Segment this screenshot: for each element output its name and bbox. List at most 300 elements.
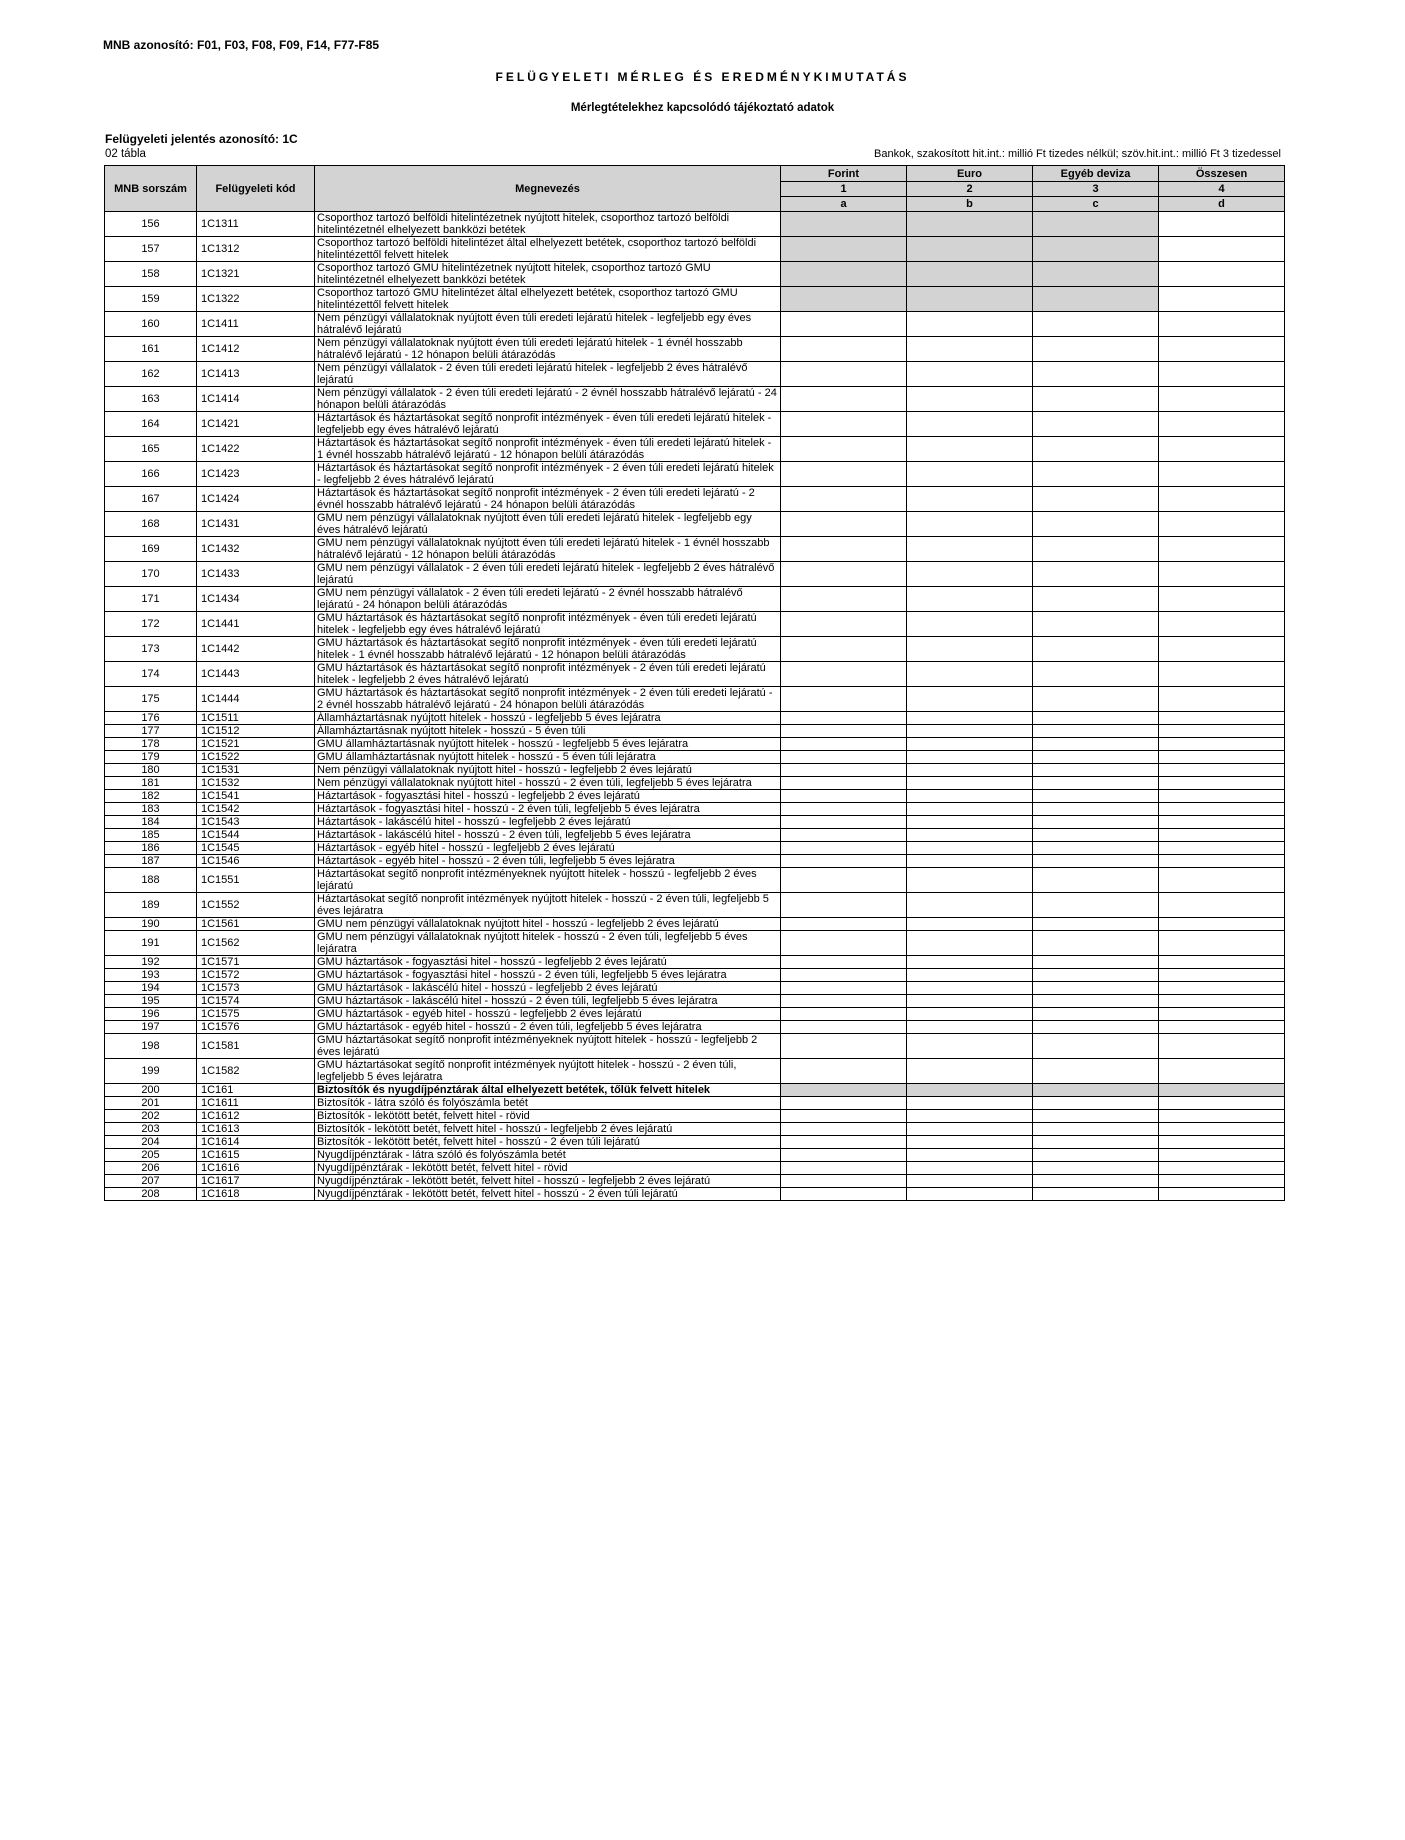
value-cell xyxy=(1159,587,1285,612)
value-cell xyxy=(1033,893,1159,918)
value-cell xyxy=(907,1188,1033,1201)
column-number: 1 xyxy=(781,182,907,197)
value-cell xyxy=(1033,237,1159,262)
value-cell xyxy=(1159,738,1285,751)
row-number: 179 xyxy=(105,751,197,764)
value-cell xyxy=(1033,1162,1159,1175)
value-cell xyxy=(1033,1084,1159,1097)
row-number: 173 xyxy=(105,637,197,662)
value-cell xyxy=(1159,537,1285,562)
table-row xyxy=(105,587,1285,612)
column-number: 4 xyxy=(1159,182,1285,197)
column-number: 3 xyxy=(1033,182,1159,197)
value-cell xyxy=(1159,1008,1285,1021)
value-cell xyxy=(781,1034,907,1059)
row-name: Háztartások - egyéb hitel - hosszú - 2 éven túli, legfeljebb 5 éves lejáratra xyxy=(315,855,781,868)
value-cell xyxy=(907,512,1033,537)
row-code: 1C1542 xyxy=(197,803,315,816)
value-cell xyxy=(1159,969,1285,982)
value-cell xyxy=(1033,1034,1159,1059)
row-number: 186 xyxy=(105,842,197,855)
value-cell xyxy=(1159,1110,1285,1123)
table-row xyxy=(105,687,1285,712)
value-cell xyxy=(781,1008,907,1021)
value-cell xyxy=(1159,637,1285,662)
row-name: Biztosítók és nyugdíjpénztárak által elhelyezett betétek, tőlük felvett hitelek xyxy=(315,1084,781,1097)
row-name: GMU nem pénzügyi vállalatoknak nyújtott éven túli eredeti lejáratú hitelek - 1 évnél hosszabb hátralévő lejáratú - 12 hónapon belüli átárazódás xyxy=(315,537,781,562)
row-number: 169 xyxy=(105,537,197,562)
value-cell xyxy=(781,982,907,995)
value-cell xyxy=(781,1175,907,1188)
value-cell xyxy=(907,1123,1033,1136)
value-cell xyxy=(1033,1149,1159,1162)
value-cell xyxy=(1033,462,1159,487)
row-name: Háztartások és háztartásokat segítő nonprofit intézmények - 2 éven túli eredeti lejáratú hitelek - legfeljebb 2 éves hátralévő lejáratú xyxy=(315,462,781,487)
value-cell xyxy=(781,1084,907,1097)
value-cell xyxy=(781,262,907,287)
value-cell xyxy=(907,362,1033,387)
value-cell xyxy=(907,1097,1033,1110)
value-cell xyxy=(1033,764,1159,777)
row-code: 1C1413 xyxy=(197,362,315,387)
row-code: 1C1431 xyxy=(197,512,315,537)
value-cell xyxy=(1033,842,1159,855)
value-cell xyxy=(907,712,1033,725)
table-row xyxy=(105,969,1285,982)
value-cell xyxy=(1159,412,1285,437)
row-name: Nyugdíjpénztárak - látra szóló és folyószámla betét xyxy=(315,1149,781,1162)
row-number: 183 xyxy=(105,803,197,816)
value-cell xyxy=(1033,437,1159,462)
row-number: 164 xyxy=(105,412,197,437)
value-cell xyxy=(781,612,907,637)
value-cell xyxy=(1159,287,1285,312)
value-cell xyxy=(1033,637,1159,662)
row-name: GMU nem pénzügyi vállalatoknak nyújtott hitel - hosszú - legfeljebb 2 éves lejáratú xyxy=(315,918,781,931)
value-cell xyxy=(1159,1175,1285,1188)
value-cell xyxy=(1033,587,1159,612)
value-cell xyxy=(781,562,907,587)
row-code: 1C1613 xyxy=(197,1123,315,1136)
value-cell xyxy=(1159,562,1285,587)
value-cell xyxy=(781,738,907,751)
value-cell xyxy=(1159,437,1285,462)
value-cell xyxy=(907,212,1033,237)
value-cell xyxy=(1159,337,1285,362)
value-cell xyxy=(1033,725,1159,738)
value-cell xyxy=(907,842,1033,855)
value-cell xyxy=(1033,1123,1159,1136)
row-name: Háztartások és háztartásokat segítő nonprofit intézmények - éven túli eredeti lejáratú hitelek - legfeljebb egy éves hátralévő lejáratú xyxy=(315,412,781,437)
value-cell xyxy=(1033,1059,1159,1084)
table-row xyxy=(105,764,1285,777)
row-code: 1C1611 xyxy=(197,1097,315,1110)
value-cell xyxy=(1159,462,1285,487)
row-name: Háztartások és háztartásokat segítő nonprofit intézmények - 2 éven túli eredeti lejáratú - 2 évnél hosszabb hátralévő lejáratú - 24 hónapon belüli átárazódás xyxy=(315,487,781,512)
table-row xyxy=(105,1162,1285,1175)
column-letter: b xyxy=(907,197,1033,212)
table-number: 02 tábla xyxy=(105,148,146,160)
value-cell xyxy=(907,1021,1033,1034)
table-row xyxy=(105,262,1285,287)
table-row xyxy=(105,816,1285,829)
value-cell xyxy=(1033,918,1159,931)
table-row xyxy=(105,1084,1285,1097)
row-number: 166 xyxy=(105,462,197,487)
row-number: 175 xyxy=(105,687,197,712)
row-name: Csoporthoz tartozó GMU hitelintézetnek nyújtott hitelek, csoporthoz tartozó GMU hitelintézetnél elhelyezett bankközi betétek xyxy=(315,262,781,287)
table-row xyxy=(105,662,1285,687)
row-code: 1C1411 xyxy=(197,312,315,337)
value-cell xyxy=(781,512,907,537)
value-cell xyxy=(1033,969,1159,982)
table-row xyxy=(105,1059,1285,1084)
column-number: 2 xyxy=(907,182,1033,197)
row-number: 161 xyxy=(105,337,197,362)
row-number: 157 xyxy=(105,237,197,262)
value-cell xyxy=(1159,751,1285,764)
report-id: Felügyeleti jelentés azonosító: 1C xyxy=(105,132,298,146)
value-cell xyxy=(1033,1175,1159,1188)
value-cell xyxy=(1033,1110,1159,1123)
row-number: 187 xyxy=(105,855,197,868)
value-cell xyxy=(907,868,1033,893)
row-code: 1C1574 xyxy=(197,995,315,1008)
row-number: 208 xyxy=(105,1188,197,1201)
sub-title: Mérlegtételekhez kapcsolódó tájékoztató adatok xyxy=(570,102,835,114)
row-number: 172 xyxy=(105,612,197,637)
column-header-forint: Forint xyxy=(781,166,907,182)
table-row xyxy=(105,637,1285,662)
table-row xyxy=(105,1136,1285,1149)
table-row xyxy=(105,725,1285,738)
row-number: 188 xyxy=(105,868,197,893)
column-letter: d xyxy=(1159,197,1285,212)
value-cell xyxy=(1159,956,1285,969)
value-cell xyxy=(1159,1084,1285,1097)
value-cell xyxy=(781,1136,907,1149)
value-cell xyxy=(907,587,1033,612)
row-name: Háztartások - lakáscélú hitel - hosszú - 2 éven túli, legfeljebb 5 éves lejáratra xyxy=(315,829,781,842)
value-cell xyxy=(907,855,1033,868)
value-cell xyxy=(907,662,1033,687)
value-cell xyxy=(781,1149,907,1162)
value-cell xyxy=(781,918,907,931)
value-cell xyxy=(1159,687,1285,712)
value-cell xyxy=(907,969,1033,982)
value-cell xyxy=(781,1123,907,1136)
value-cell xyxy=(1159,1034,1285,1059)
row-number: 195 xyxy=(105,995,197,1008)
value-cell xyxy=(907,1034,1033,1059)
value-cell xyxy=(1159,816,1285,829)
table-row xyxy=(105,1097,1285,1110)
row-name: GMU háztartásokat segítő nonprofit intézményeknek nyújtott hitelek - hosszú - legfeljebb 2 éves lejáratú xyxy=(315,1034,781,1059)
row-name: GMU háztartások - fogyasztási hitel - hosszú - 2 éven túli, legfeljebb 5 éves lejáratra xyxy=(315,969,781,982)
table-row xyxy=(105,1188,1285,1201)
value-cell xyxy=(907,687,1033,712)
row-code: 1C1541 xyxy=(197,790,315,803)
value-cell xyxy=(1033,868,1159,893)
row-number: 207 xyxy=(105,1175,197,1188)
table-row xyxy=(105,1110,1285,1123)
value-cell xyxy=(781,437,907,462)
table-row xyxy=(105,312,1285,337)
row-code: 1C1546 xyxy=(197,855,315,868)
value-cell xyxy=(1159,764,1285,777)
value-cell xyxy=(907,237,1033,262)
table-row xyxy=(105,868,1285,893)
row-number: 184 xyxy=(105,816,197,829)
value-cell xyxy=(1159,712,1285,725)
value-cell xyxy=(1159,312,1285,337)
row-number: 205 xyxy=(105,1149,197,1162)
value-cell xyxy=(781,956,907,969)
row-code: 1C1562 xyxy=(197,931,315,956)
row-code: 1C1543 xyxy=(197,816,315,829)
row-number: 177 xyxy=(105,725,197,738)
value-cell xyxy=(1033,790,1159,803)
table-row xyxy=(105,287,1285,312)
row-number: 159 xyxy=(105,287,197,312)
value-cell xyxy=(1033,1188,1159,1201)
value-cell xyxy=(1033,487,1159,512)
mnb-id: MNB azonosító: F01, F03, F08, F09, F14, F77-F85 xyxy=(103,38,380,52)
row-code: 1C1434 xyxy=(197,587,315,612)
value-cell xyxy=(1159,212,1285,237)
value-cell xyxy=(907,1084,1033,1097)
value-cell xyxy=(1159,237,1285,262)
value-cell xyxy=(1033,262,1159,287)
row-number: 192 xyxy=(105,956,197,969)
row-code: 1C1617 xyxy=(197,1175,315,1188)
table-row xyxy=(105,842,1285,855)
row-name: GMU államháztartásnak nyújtott hitelek - hosszú - legfeljebb 5 éves lejáratra xyxy=(315,738,781,751)
row-number: 196 xyxy=(105,1008,197,1021)
value-cell xyxy=(907,738,1033,751)
value-cell xyxy=(907,262,1033,287)
row-name: Államháztartásnak nyújtott hitelek - hosszú - 5 éven túli xyxy=(315,725,781,738)
table-row xyxy=(105,512,1285,537)
column-header-code: Felügyeleti kód xyxy=(197,166,315,212)
row-code: 1C161 xyxy=(197,1084,315,1097)
row-number: 162 xyxy=(105,362,197,387)
value-cell xyxy=(781,1188,907,1201)
row-code: 1C1575 xyxy=(197,1008,315,1021)
row-code: 1C1414 xyxy=(197,387,315,412)
row-code: 1C1616 xyxy=(197,1162,315,1175)
column-header-no: MNB sorszám xyxy=(105,166,197,212)
value-cell xyxy=(1033,777,1159,790)
value-cell xyxy=(907,803,1033,816)
row-code: 1C1582 xyxy=(197,1059,315,1084)
value-cell xyxy=(1159,1188,1285,1201)
table-row xyxy=(105,537,1285,562)
value-cell xyxy=(1159,829,1285,842)
row-code: 1C1576 xyxy=(197,1021,315,1034)
value-cell xyxy=(1159,995,1285,1008)
value-cell xyxy=(907,777,1033,790)
table-row xyxy=(105,1149,1285,1162)
value-cell xyxy=(1159,842,1285,855)
value-cell xyxy=(1159,362,1285,387)
value-cell xyxy=(781,712,907,725)
value-cell xyxy=(1159,982,1285,995)
table-row xyxy=(105,237,1285,262)
value-cell xyxy=(1033,982,1159,995)
row-name: GMU háztartások - lakáscélú hitel - hosszú - legfeljebb 2 éves lejáratú xyxy=(315,982,781,995)
table-row xyxy=(105,362,1285,387)
table-row xyxy=(105,751,1285,764)
value-cell xyxy=(1159,855,1285,868)
table-row xyxy=(105,918,1285,931)
value-cell xyxy=(1033,512,1159,537)
row-name: GMU háztartások és háztartásokat segítő nonprofit intézmények - éven túli eredeti lejáratú hitelek - legfeljebb egy éves hátralévő lejáratú xyxy=(315,612,781,637)
row-code: 1C1531 xyxy=(197,764,315,777)
value-cell xyxy=(1033,995,1159,1008)
table-row xyxy=(105,982,1285,995)
table-row xyxy=(105,712,1285,725)
table-row xyxy=(105,931,1285,956)
value-cell xyxy=(1159,803,1285,816)
value-cell xyxy=(907,725,1033,738)
row-code: 1C1512 xyxy=(197,725,315,738)
value-cell xyxy=(1159,918,1285,931)
table-row xyxy=(105,437,1285,462)
value-cell xyxy=(907,995,1033,1008)
value-cell xyxy=(907,918,1033,931)
row-code: 1C1421 xyxy=(197,412,315,437)
row-number: 176 xyxy=(105,712,197,725)
value-cell xyxy=(1159,777,1285,790)
row-number: 203 xyxy=(105,1123,197,1136)
value-cell xyxy=(781,764,907,777)
row-name: Csoporthoz tartozó belföldi hitelintézet által elhelyezett betétek, csoporthoz tartozó belföldi hitelintézettől felvett hitelek xyxy=(315,237,781,262)
row-code: 1C1522 xyxy=(197,751,315,764)
value-cell xyxy=(907,537,1033,562)
value-cell xyxy=(1159,1021,1285,1034)
row-number: 200 xyxy=(105,1084,197,1097)
row-number: 201 xyxy=(105,1097,197,1110)
row-number: 194 xyxy=(105,982,197,995)
value-cell xyxy=(1033,956,1159,969)
row-name: Háztartások - egyéb hitel - hosszú - legfeljebb 2 éves lejáratú xyxy=(315,842,781,855)
value-cell xyxy=(781,287,907,312)
row-name: GMU nem pénzügyi vállalatok - 2 éven túli eredeti lejáratú - 2 évnél hosszabb hátralévő lejáratú - 24 hónapon belüli átárazódás xyxy=(315,587,781,612)
value-cell xyxy=(1159,262,1285,287)
row-name: GMU nem pénzügyi vállalatoknak nyújtott hitelek - hosszú - 2 éven túli, legfeljebb 5 éves lejáratra xyxy=(315,931,781,956)
row-name: Csoporthoz tartozó belföldi hitelintézetnek nyújtott hitelek, csoporthoz tartozó belföldi hitelintézetnél elhelyezett bankközi betétek xyxy=(315,212,781,237)
table-row xyxy=(105,738,1285,751)
main-title: FELÜGYELETI MÉRLEG ÉS EREDMÉNYKIMUTATÁS xyxy=(495,70,910,84)
row-number: 168 xyxy=(105,512,197,537)
value-cell xyxy=(781,462,907,487)
value-cell xyxy=(781,816,907,829)
value-cell xyxy=(781,1021,907,1034)
row-name: Nem pénzügyi vállalatok - 2 éven túli eredeti lejáratú hitelek - legfeljebb 2 éves hátralévő lejáratú xyxy=(315,362,781,387)
value-cell xyxy=(1033,751,1159,764)
value-cell xyxy=(907,637,1033,662)
row-name: Nem pénzügyi vállalatoknak nyújtott hitel - hosszú - 2 éven túli, legfeljebb 5 éves lejáratra xyxy=(315,777,781,790)
row-name: Háztartások - fogyasztási hitel - hosszú - legfeljebb 2 éves lejáratú xyxy=(315,790,781,803)
row-code: 1C1422 xyxy=(197,437,315,462)
value-cell xyxy=(781,995,907,1008)
value-cell xyxy=(907,387,1033,412)
value-cell xyxy=(907,931,1033,956)
row-code: 1C1443 xyxy=(197,662,315,687)
table-row xyxy=(105,212,1285,237)
data-table xyxy=(104,165,1285,1201)
table-body xyxy=(105,212,1285,1201)
row-number: 197 xyxy=(105,1021,197,1034)
value-cell xyxy=(1033,1021,1159,1034)
value-cell xyxy=(781,587,907,612)
table-row xyxy=(105,487,1285,512)
value-cell xyxy=(1033,537,1159,562)
column-header-other-currency: Egyéb deviza xyxy=(1033,166,1159,182)
row-name: Biztosítók - lekötött betét, felvett hitel - hosszú - 2 éven túli lejáratú xyxy=(315,1136,781,1149)
row-code: 1C1551 xyxy=(197,868,315,893)
column-letter: c xyxy=(1033,197,1159,212)
value-cell xyxy=(1033,687,1159,712)
value-cell xyxy=(1033,312,1159,337)
value-cell xyxy=(1159,1059,1285,1084)
row-number: 181 xyxy=(105,777,197,790)
row-number: 178 xyxy=(105,738,197,751)
value-cell xyxy=(781,637,907,662)
table-row xyxy=(105,956,1285,969)
row-number: 193 xyxy=(105,969,197,982)
value-cell xyxy=(1159,931,1285,956)
row-code: 1C1433 xyxy=(197,562,315,587)
value-cell xyxy=(1159,662,1285,687)
table-row xyxy=(105,1021,1285,1034)
row-name: GMU háztartásokat segítő nonprofit intézmények nyújtott hitelek - hosszú - 2 éven túli, legfeljebb 5 éves lejáratra xyxy=(315,1059,781,1084)
row-code: 1C1612 xyxy=(197,1110,315,1123)
value-cell xyxy=(781,855,907,868)
row-name: Nyugdíjpénztárak - lekötött betét, felvett hitel - hosszú - legfeljebb 2 éves lejáratú xyxy=(315,1175,781,1188)
value-cell xyxy=(781,790,907,803)
value-cell xyxy=(781,931,907,956)
row-name: GMU háztartások - egyéb hitel - hosszú - 2 éven túli, legfeljebb 5 éves lejáratra xyxy=(315,1021,781,1034)
row-name: GMU háztartások és háztartásokat segítő nonprofit intézmények - éven túli eredeti lejáratú hitelek - 1 évnél hosszabb hátralévő lejáratú - 12 hónapon belüli átárazódás xyxy=(315,637,781,662)
row-number: 204 xyxy=(105,1136,197,1149)
value-cell xyxy=(907,1162,1033,1175)
row-number: 206 xyxy=(105,1162,197,1175)
value-cell xyxy=(1033,337,1159,362)
row-code: 1C1312 xyxy=(197,237,315,262)
value-cell xyxy=(1033,412,1159,437)
row-name: GMU nem pénzügyi vállalatok - 2 éven túli eredeti lejáratú hitelek - legfeljebb 2 éves hátralévő lejáratú xyxy=(315,562,781,587)
value-cell xyxy=(781,362,907,387)
value-cell xyxy=(781,777,907,790)
value-cell xyxy=(1033,612,1159,637)
row-code: 1C1532 xyxy=(197,777,315,790)
value-cell xyxy=(907,816,1033,829)
row-number: 174 xyxy=(105,662,197,687)
value-cell xyxy=(1159,1162,1285,1175)
column-header-name: Megnevezés xyxy=(315,166,781,212)
value-cell xyxy=(907,751,1033,764)
value-cell xyxy=(781,237,907,262)
value-cell xyxy=(1033,562,1159,587)
value-cell xyxy=(1033,738,1159,751)
value-cell xyxy=(1159,1097,1285,1110)
row-name: Háztartásokat segítő nonprofit intézmények nyújtott hitelek - hosszú - 2 éven túli, legfeljebb 5 éves lejáratra xyxy=(315,893,781,918)
table-row xyxy=(105,777,1285,790)
row-number: 182 xyxy=(105,790,197,803)
table-row xyxy=(105,1175,1285,1188)
